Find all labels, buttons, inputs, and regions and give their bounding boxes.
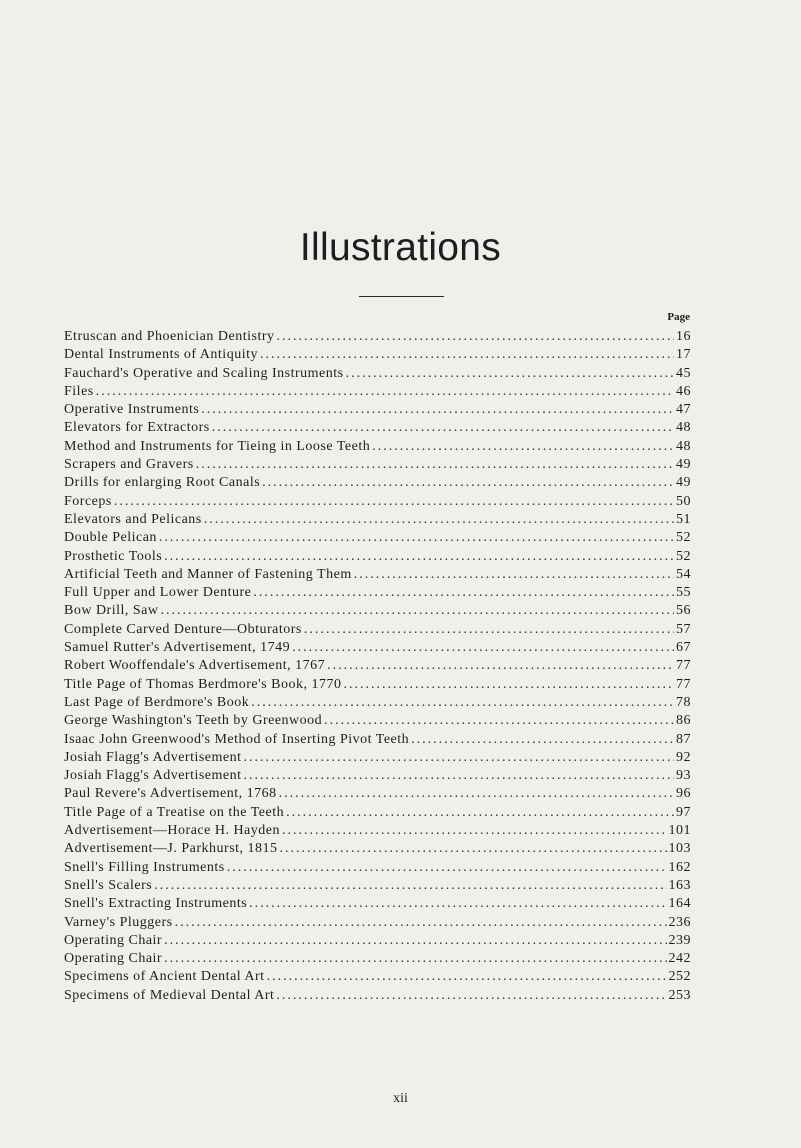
dot-leader — [354, 566, 674, 584]
list-item — [64, 859, 691, 877]
page-title: Illustrations — [299, 226, 502, 269]
list-item — [64, 987, 691, 1005]
entry-title: Dental Instruments of Antiquity — [64, 347, 258, 363]
list-item — [64, 877, 691, 895]
entry-title: Advertisement—J. Parkhurst, 1815 — [64, 841, 278, 857]
dot-leader — [244, 749, 674, 767]
entry-page-number: 96 — [676, 786, 691, 802]
entry-title: Isaac John Greenwood's Method of Inserting Pivot Teeth — [64, 731, 410, 747]
dot-leader — [260, 346, 674, 364]
list-item — [64, 657, 691, 675]
dot-leader — [96, 383, 674, 401]
entry-page-number: 164 — [668, 896, 691, 912]
list-item — [64, 511, 691, 529]
list-item — [64, 474, 691, 492]
entry-title: Bow Drill, Saw — [64, 603, 159, 619]
dot-leader — [276, 987, 666, 1005]
entry-title: Prosthetic Tools — [64, 548, 163, 564]
page-folio: xii — [393, 1091, 408, 1106]
list-item — [64, 493, 691, 511]
entry-title: Varney's Pluggers — [64, 914, 173, 930]
dot-leader — [279, 785, 674, 803]
entry-title: George Washington's Teeth by Greenwood — [64, 713, 323, 729]
dot-leader — [253, 584, 674, 602]
entry-page-number: 16 — [676, 329, 691, 344]
list-item — [64, 895, 691, 913]
list-item — [64, 731, 691, 749]
dot-leader — [324, 712, 674, 730]
entry-page-number: 48 — [676, 438, 691, 454]
entry-page-number: 103 — [668, 841, 691, 857]
list-item — [64, 456, 691, 474]
list-item — [64, 365, 691, 383]
entry-page-number: 101 — [668, 823, 691, 839]
list-item — [64, 932, 691, 950]
list-item — [64, 566, 691, 584]
entry-page-number: 45 — [676, 365, 691, 381]
dot-leader — [161, 602, 675, 620]
list-item — [64, 767, 691, 785]
list-item — [64, 602, 691, 620]
entry-title: Operating Chair — [64, 932, 163, 948]
entry-title: Method and Instruments for Tieing in Loose Teeth — [64, 438, 371, 454]
entry-page-number: 239 — [668, 932, 691, 948]
list-item — [64, 712, 691, 730]
entry-page-number: 78 — [676, 694, 691, 710]
entry-title: Last Page of Berdmore's Book — [64, 694, 250, 710]
entry-title: Drills for enlarging Root Canals — [64, 475, 261, 491]
dot-leader — [227, 859, 667, 877]
entry-title: Samuel Rutter's Advertisement, 1749 — [64, 640, 291, 656]
entry-page-number: 57 — [676, 621, 691, 637]
entry-page-number: 77 — [676, 676, 691, 692]
dot-leader — [159, 529, 674, 547]
entry-page-number: 50 — [676, 493, 691, 509]
entry-page-number: 163 — [668, 877, 691, 893]
entry-page-number: 162 — [668, 859, 691, 875]
entry-page-number: 47 — [676, 402, 691, 418]
list-item — [64, 383, 691, 401]
entry-page-number: 52 — [676, 548, 691, 564]
entry-page-number: 49 — [676, 457, 691, 473]
entry-page-number: 55 — [676, 585, 691, 601]
entry-title: Paul Revere's Advertisement, 1768 — [64, 786, 277, 802]
list-item — [64, 749, 691, 767]
dot-leader — [251, 694, 674, 712]
entry-title: Specimens of Medieval Dental Art — [64, 987, 275, 1003]
entry-page-number: 77 — [676, 658, 691, 674]
entry-title: Josiah Flagg's Advertisement — [64, 768, 242, 784]
illustrations-list — [64, 328, 691, 1005]
entry-page-number: 92 — [676, 749, 691, 765]
entry-title: Snell's Scalers — [64, 877, 153, 893]
entry-title: Etruscan and Phoenician Dentistry — [64, 329, 275, 344]
entry-page-number: 54 — [676, 566, 691, 582]
entry-title: Title Page of a Treatise on the Teeth — [64, 804, 285, 820]
dot-leader — [282, 822, 667, 840]
list-item — [64, 694, 691, 712]
entry-title: Snell's Filling Instruments — [64, 859, 225, 875]
entry-title: Artificial Teeth and Manner of Fastening Them — [64, 566, 352, 582]
dot-leader — [292, 639, 674, 657]
list-item — [64, 840, 691, 858]
dot-leader — [280, 840, 667, 858]
entry-page-number: 93 — [676, 768, 691, 784]
entry-title: Josiah Flagg's Advertisement — [64, 749, 242, 765]
entry-page-number: 252 — [668, 969, 691, 985]
list-item — [64, 438, 691, 456]
dot-leader — [346, 365, 674, 383]
entry-title: Title Page of Thomas Berdmore's Book, 1770 — [64, 676, 342, 692]
entry-title: Robert Wooffendale's Advertisement, 1767 — [64, 658, 326, 674]
list-item — [64, 529, 691, 547]
entry-title: Double Pelican — [64, 530, 157, 546]
title-rule-divider — [359, 296, 444, 297]
list-item — [64, 346, 691, 364]
dot-leader — [164, 548, 674, 566]
dot-leader — [411, 731, 674, 749]
entry-title: Full Upper and Lower Denture — [64, 585, 252, 601]
list-item — [64, 914, 691, 932]
dot-leader — [277, 328, 674, 346]
dot-leader — [262, 474, 674, 492]
dot-leader — [204, 511, 674, 529]
dot-leader — [244, 767, 674, 785]
dot-leader — [201, 401, 674, 419]
entry-page-number: 51 — [676, 511, 691, 527]
dot-leader — [249, 895, 666, 913]
dot-leader — [175, 914, 667, 932]
list-item — [64, 621, 691, 639]
list-item — [64, 950, 691, 968]
entry-page-number: 52 — [676, 530, 691, 546]
entry-page-number: 236 — [668, 914, 691, 930]
dot-leader — [164, 950, 666, 968]
entry-page-number: 86 — [676, 713, 691, 729]
list-item — [64, 968, 691, 986]
dot-leader — [212, 419, 674, 437]
page-column-label: Page — [667, 311, 690, 323]
dot-leader — [372, 438, 674, 456]
list-item — [64, 785, 691, 803]
entry-title: Elevators and Pelicans — [64, 511, 202, 527]
list-item — [64, 639, 691, 657]
entry-page-number: 49 — [676, 475, 691, 491]
dot-leader — [286, 804, 674, 822]
entry-page-number: 48 — [676, 420, 691, 436]
dot-leader — [327, 657, 674, 675]
entry-title: Fauchard's Operative and Scaling Instruments — [64, 365, 344, 381]
entry-page-number: 17 — [676, 347, 691, 363]
entry-page-number: 87 — [676, 731, 691, 747]
list-item — [64, 676, 691, 694]
dot-leader — [267, 968, 667, 986]
entry-title: Complete Carved Denture—Obturators — [64, 621, 302, 637]
list-item — [64, 822, 691, 840]
entry-title: Advertisement—Horace H. Hayden — [64, 823, 280, 839]
dot-leader — [196, 456, 674, 474]
entry-page-number: 56 — [676, 603, 691, 619]
dot-leader — [304, 621, 674, 639]
entry-page-number: 67 — [676, 640, 691, 656]
list-item — [64, 548, 691, 566]
entry-title: Specimens of Ancient Dental Art — [64, 969, 265, 985]
list-item — [64, 401, 691, 419]
list-item — [64, 584, 691, 602]
list-item — [64, 804, 691, 822]
dot-leader — [114, 493, 674, 511]
entry-title: Files — [64, 383, 94, 399]
entry-title: Scrapers and Gravers — [64, 457, 194, 473]
entry-page-number: 242 — [668, 951, 691, 967]
dot-leader — [164, 932, 666, 950]
entry-title: Snell's Extracting Instruments — [64, 896, 248, 912]
entry-title: Operative Instruments — [64, 402, 200, 418]
entry-title: Operating Chair — [64, 951, 163, 967]
dot-leader — [343, 676, 674, 694]
entry-title: Elevators for Extractors — [64, 420, 210, 436]
entry-page-number: 97 — [676, 804, 691, 820]
list-item — [64, 328, 691, 346]
entry-title: Forceps — [64, 493, 112, 509]
dot-leader — [154, 877, 666, 895]
entry-page-number: 253 — [668, 987, 691, 1003]
list-item — [64, 419, 691, 437]
entry-page-number: 46 — [676, 383, 691, 399]
